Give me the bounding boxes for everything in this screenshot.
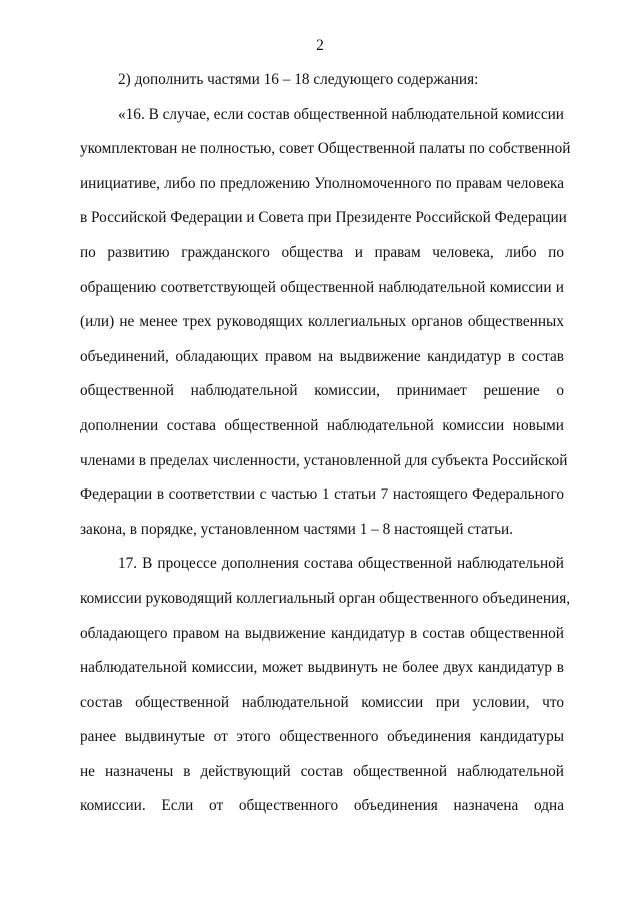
text-line: комиссии руководящий коллегиальный орган общественного объединения, [80,589,571,607]
text-line: Федерации в соответствии с частью 1 статьи 7 настоящего Федерального [80,486,564,504]
text-line: «16. В случае, если состав общественной наблюдательной комиссии [118,105,564,123]
paragraph-part-16 [80,98,571,548]
text-line: 17. В процессе дополнения состава общественной наблюдательной [118,555,564,573]
text-line: укомплектован не полностью, совет Общественной палаты по собственной [80,140,571,158]
text-line: инициативе, либо по предложению Уполномоченного по правам человека [80,174,564,192]
text-line: наблюдательной комиссии, может выдвинуть не более двух кандидатур в [80,659,564,677]
text-line: (или) не менее трех руководящих коллегиальных органов общественных [80,313,564,331]
text-line: объединений, обладающих правом на выдвижение кандидатур в состав [80,347,564,365]
text-line: обладающего правом на выдвижение кандидатур в состав общественной [80,624,564,642]
text-line: общественной наблюдательной комиссии, принимает решение о [80,382,564,400]
text-line: не назначены в действующий состав общественной наблюдательной [80,762,564,780]
text-line: состав общественной наблюдательной комиссии при условии, что [80,693,564,711]
text-line: ранее выдвинутые от этого общественного объединения кандидатуры [80,728,564,746]
text-line: закона, в порядке, установленном частями 1 – 8 настоящей статьи. [80,520,514,538]
document-body [80,63,571,824]
text-line: 2) дополнить частями 16 – 18 следующего содержания: [118,71,479,88]
paragraph-part-17 [80,547,571,824]
text-line: членами в пределах численности, установленной для субъекта Российской [80,451,568,469]
text-line: в Российской Федерации и Совета при Президенте Российской Федерации [80,209,567,227]
text-line: дополнении состава общественной наблюдательной комиссии новыми [80,416,564,434]
text-line: по развитию гражданского общества и правам человека, либо по [80,243,564,261]
paragraph-amendment-intro [80,63,564,98]
page-number: 2 [316,37,324,54]
text-line: комиссии. Если от общественного объединения назначена одна [80,797,564,815]
text-line: обращению соответствующей общественной наблюдательной комиссии и [80,278,564,296]
